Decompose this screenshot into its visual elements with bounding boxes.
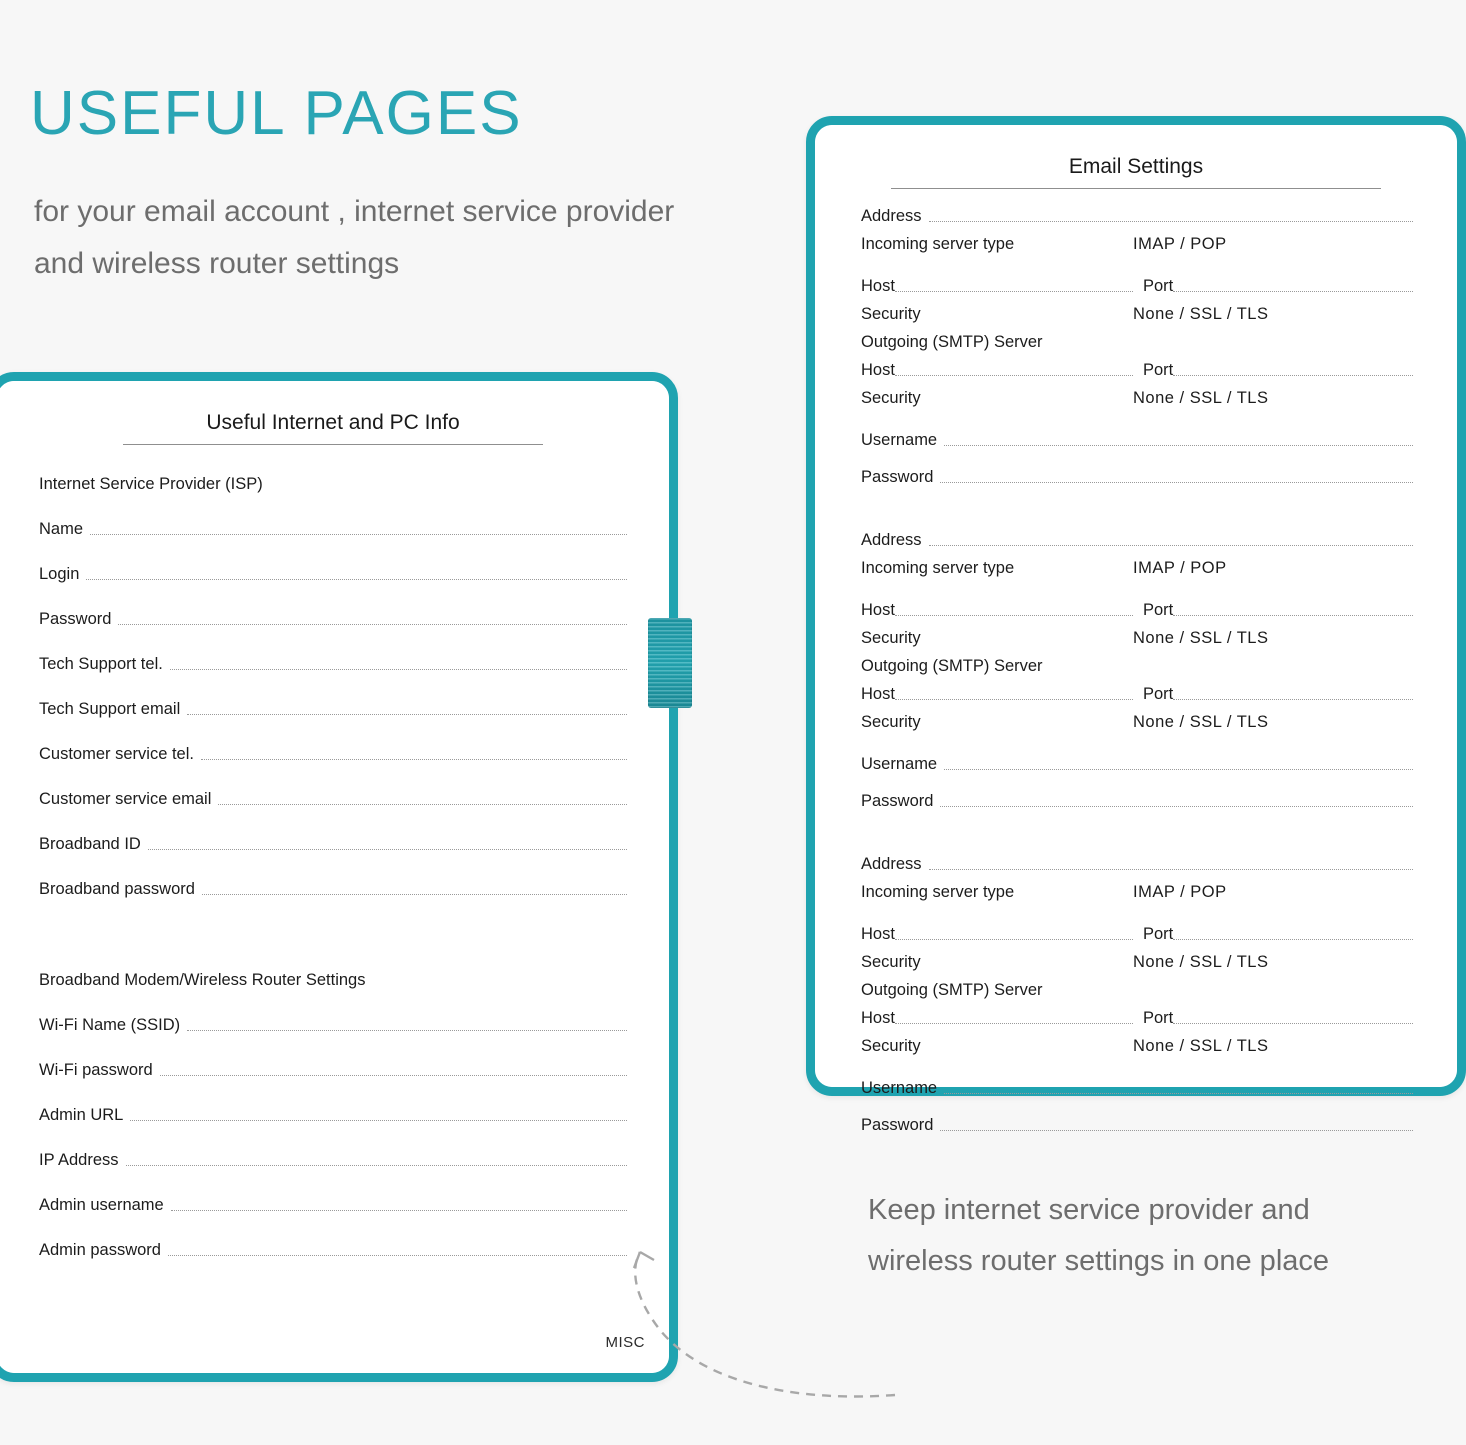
smtp-host-port-row[interactable] xyxy=(861,1009,1413,1028)
field-row[interactable] xyxy=(39,1106,627,1125)
write-in-line[interactable] xyxy=(929,869,1413,870)
field-label: Username xyxy=(861,431,938,449)
page-title: USEFUL PAGES xyxy=(30,79,523,148)
write-in-line[interactable] xyxy=(929,545,1413,546)
field-row[interactable] xyxy=(39,610,627,629)
field-row[interactable] xyxy=(861,431,1413,450)
write-in-line[interactable] xyxy=(171,1210,627,1211)
field-row[interactable] xyxy=(39,790,627,809)
field-row[interactable] xyxy=(861,1079,1413,1098)
smtp-security-row[interactable] xyxy=(861,389,1413,408)
write-in-line[interactable] xyxy=(895,375,1133,376)
field-row[interactable] xyxy=(39,880,627,899)
write-in-line[interactable] xyxy=(170,669,627,670)
notebook-left-page xyxy=(0,372,678,1382)
write-in-line[interactable] xyxy=(944,769,1413,770)
field-row[interactable] xyxy=(39,520,627,539)
field-row[interactable] xyxy=(861,1116,1413,1135)
write-in-line[interactable] xyxy=(1173,699,1413,700)
field-label: Password xyxy=(861,468,934,486)
callout-caption: Keep internet service provider and wireless router settings in one place xyxy=(868,1194,1330,1277)
field-label: Admin URL xyxy=(39,1106,124,1124)
field-label: Security xyxy=(861,629,921,647)
security-options[interactable]: None / SSL / TLS xyxy=(1133,1037,1269,1055)
field-row[interactable] xyxy=(39,1061,627,1080)
field-label: Host xyxy=(861,601,895,619)
field-label: Security xyxy=(861,713,921,731)
page-footer-label: MISC xyxy=(605,1334,645,1351)
field-label: Login xyxy=(39,565,80,583)
field-label: Host xyxy=(861,925,895,943)
write-in-line[interactable] xyxy=(944,445,1413,446)
write-in-line[interactable] xyxy=(929,221,1413,222)
field-label: Incoming server type xyxy=(861,883,1015,901)
field-row[interactable] xyxy=(39,1241,627,1260)
incoming-type-options[interactable]: IMAP / POP xyxy=(1133,235,1227,253)
security-row[interactable] xyxy=(861,305,1413,324)
security-options[interactable]: None / SSL / TLS xyxy=(1133,389,1269,407)
field-label: Password xyxy=(861,1116,934,1134)
page-subtitle: for your email account , internet service provider and wireless router settings xyxy=(34,195,675,280)
field-label: Broadband ID xyxy=(39,835,141,853)
write-in-line[interactable] xyxy=(1173,375,1413,376)
field-label: Security xyxy=(861,305,921,323)
field-label: Security xyxy=(861,389,921,407)
write-in-line[interactable] xyxy=(895,615,1133,616)
smtp-section-label: Outgoing (SMTP) Server xyxy=(861,657,1043,675)
field-label: Port xyxy=(1143,1009,1174,1027)
field-label: Admin username xyxy=(39,1196,164,1214)
incoming-type-options[interactable]: IMAP / POP xyxy=(1133,559,1227,577)
field-label: Port xyxy=(1143,601,1174,619)
isp-section-label: Internet Service Provider (ISP) xyxy=(39,475,263,493)
write-in-line[interactable] xyxy=(148,849,627,850)
write-in-line[interactable] xyxy=(1173,1023,1413,1024)
host-port-row[interactable] xyxy=(861,277,1413,296)
incoming-server-row[interactable] xyxy=(861,559,1413,578)
write-in-line[interactable] xyxy=(187,1030,627,1031)
security-row[interactable] xyxy=(861,953,1413,972)
right-title-divider xyxy=(891,188,1381,189)
write-in-line[interactable] xyxy=(86,579,627,580)
write-in-line[interactable] xyxy=(895,1023,1133,1024)
field-label: Name xyxy=(39,520,84,538)
field-label: IP Address xyxy=(39,1151,119,1169)
incoming-type-options[interactable]: IMAP / POP xyxy=(1133,883,1227,901)
field-row[interactable] xyxy=(39,655,627,674)
field-label: Host xyxy=(861,361,895,379)
smtp-section-label: Outgoing (SMTP) Server xyxy=(861,981,1043,999)
smtp-section-label: Outgoing (SMTP) Server xyxy=(861,333,1043,351)
write-in-line[interactable] xyxy=(940,1130,1413,1131)
write-in-line[interactable] xyxy=(1173,615,1413,616)
write-in-line[interactable] xyxy=(118,624,627,625)
field-label: Tech Support tel. xyxy=(39,655,163,673)
notebook-right-page xyxy=(806,116,1466,1134)
field-label: Address xyxy=(861,207,922,225)
host-port-row[interactable] xyxy=(861,925,1413,944)
field-row[interactable] xyxy=(861,531,1413,550)
host-port-row[interactable] xyxy=(861,601,1413,620)
write-in-line[interactable] xyxy=(895,939,1133,940)
field-row[interactable] xyxy=(39,1196,627,1215)
security-row[interactable] xyxy=(861,629,1413,648)
right-page-title: Email Settings xyxy=(1068,155,1204,178)
security-options[interactable]: None / SSL / TLS xyxy=(1133,305,1269,323)
field-label: Security xyxy=(861,953,921,971)
left-page-body xyxy=(0,475,669,1260)
smtp-security-row[interactable] xyxy=(861,1037,1413,1056)
field-row[interactable] xyxy=(861,468,1413,487)
write-in-line[interactable] xyxy=(187,714,627,715)
write-in-line[interactable] xyxy=(1173,939,1413,940)
write-in-line[interactable] xyxy=(201,759,627,760)
field-row[interactable] xyxy=(39,700,627,719)
field-label: Port xyxy=(1143,361,1174,379)
write-in-line[interactable] xyxy=(160,1075,627,1076)
write-in-line[interactable] xyxy=(130,1120,627,1121)
field-row[interactable] xyxy=(39,835,627,854)
field-label: Address xyxy=(861,531,922,549)
left-page-content xyxy=(0,381,669,1373)
write-in-line[interactable] xyxy=(944,1093,1413,1094)
smtp-host-port-row[interactable] xyxy=(861,685,1413,704)
email-account-block xyxy=(861,855,1413,1135)
email-settings-body xyxy=(815,207,1457,1135)
left-page-title: Useful Internet and PC Info xyxy=(206,411,460,434)
field-label: Username xyxy=(861,1079,938,1097)
left-title-divider xyxy=(123,444,543,445)
field-label: Tech Support email xyxy=(39,700,181,718)
security-options[interactable]: None / SSL / TLS xyxy=(1133,713,1269,731)
field-label: Admin password xyxy=(39,1241,161,1259)
field-label: Password xyxy=(39,610,112,628)
field-label: Wi-Fi Name (SSID) xyxy=(39,1016,181,1034)
field-row[interactable] xyxy=(861,855,1413,874)
field-label: Host xyxy=(861,685,895,703)
field-label: Port xyxy=(1143,685,1174,703)
field-label: Incoming server type xyxy=(861,559,1015,577)
write-in-line[interactable] xyxy=(218,804,627,805)
field-label: Security xyxy=(861,1037,921,1055)
write-in-line[interactable] xyxy=(202,894,627,895)
field-row[interactable] xyxy=(861,755,1413,774)
field-label: Broadband password xyxy=(39,880,195,898)
curved-arrow-icon xyxy=(600,1180,900,1410)
write-in-line[interactable] xyxy=(895,291,1133,292)
write-in-line[interactable] xyxy=(895,699,1133,700)
field-label: Port xyxy=(1143,277,1174,295)
field-label: Password xyxy=(861,792,934,810)
incoming-server-row[interactable] xyxy=(861,883,1413,902)
write-in-line[interactable] xyxy=(940,482,1413,483)
write-in-line[interactable] xyxy=(940,806,1413,807)
field-row[interactable] xyxy=(861,207,1413,226)
field-label: Port xyxy=(1143,925,1174,943)
write-in-line[interactable] xyxy=(1173,291,1413,292)
email-account-block xyxy=(861,531,1413,811)
field-label: Wi-Fi password xyxy=(39,1061,153,1079)
field-label: Customer service tel. xyxy=(39,745,194,763)
elastic-band xyxy=(648,618,692,708)
field-label: Customer service email xyxy=(39,790,212,808)
email-account-block xyxy=(861,207,1413,487)
security-options[interactable]: None / SSL / TLS xyxy=(1133,629,1269,647)
security-options[interactable]: None / SSL / TLS xyxy=(1133,953,1269,971)
write-in-line[interactable] xyxy=(126,1165,628,1166)
write-in-line[interactable] xyxy=(168,1255,627,1256)
field-label: Host xyxy=(861,1009,895,1027)
field-row[interactable] xyxy=(39,1016,627,1035)
field-label: Address xyxy=(861,855,922,873)
field-row[interactable] xyxy=(39,565,627,584)
router-section-label: Broadband Modem/Wireless Router Settings xyxy=(39,971,366,989)
field-row[interactable] xyxy=(861,792,1413,811)
smtp-security-row[interactable] xyxy=(861,713,1413,732)
field-label: Incoming server type xyxy=(861,235,1015,253)
field-row[interactable] xyxy=(39,1151,627,1170)
incoming-server-row[interactable] xyxy=(861,235,1413,254)
right-page-content xyxy=(815,125,1457,1134)
write-in-line[interactable] xyxy=(90,534,627,535)
field-label: Username xyxy=(861,755,938,773)
field-label: Host xyxy=(861,277,895,295)
smtp-host-port-row[interactable] xyxy=(861,361,1413,380)
field-row[interactable] xyxy=(39,745,627,764)
